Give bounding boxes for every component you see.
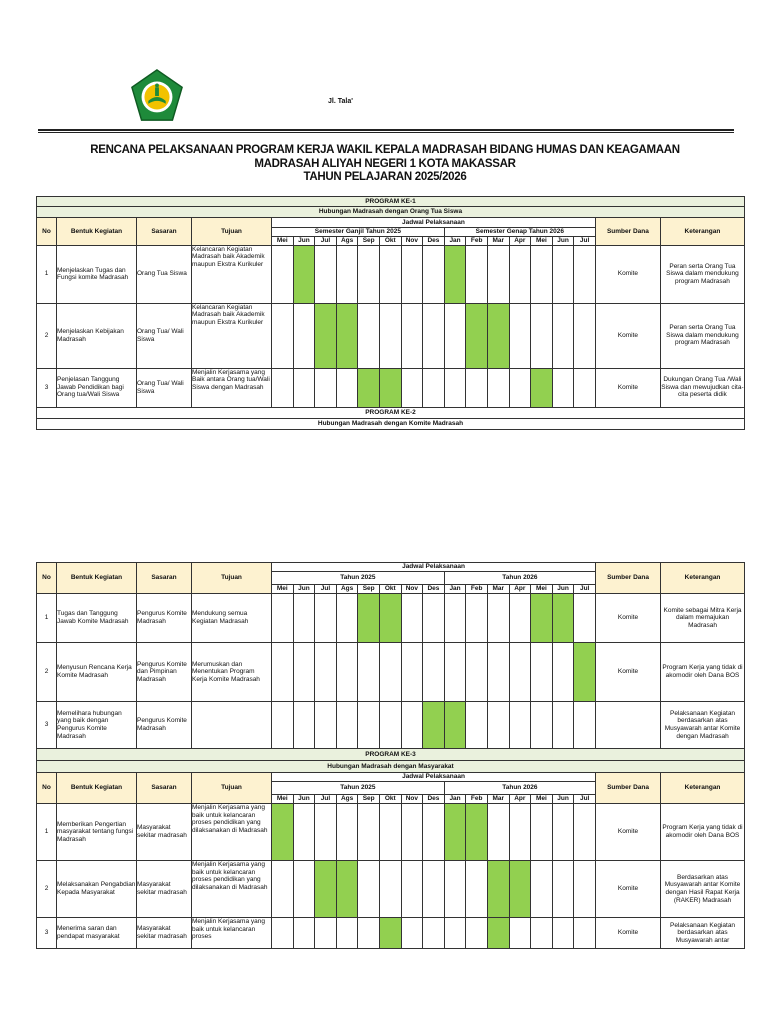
month-header: Nov	[401, 237, 423, 246]
schedule-cell	[272, 861, 294, 918]
schedule-cell	[293, 702, 315, 749]
col-keterangan: Keterangan	[660, 218, 744, 246]
table-row	[37, 594, 745, 643]
month-header: Mar	[487, 795, 509, 804]
schedule-cell	[315, 804, 337, 861]
schedule-cell	[423, 804, 445, 861]
schedule-cell-active	[509, 861, 531, 918]
col-tujuan: Tujuan	[192, 773, 272, 804]
schedule-cell	[574, 918, 596, 949]
row-sasaran: Orang Tua Siswa	[137, 245, 192, 303]
schedule-cell	[574, 368, 596, 407]
schedule-cell	[423, 245, 445, 303]
row-tujuan: Menjalin Kerjasama yang baik untuk kelancaran proses pendidikan yang dilaksanakan di Madrasah	[192, 861, 272, 918]
schedule-cell	[531, 918, 553, 949]
month-header: Jun	[552, 795, 574, 804]
row-sumber-dana	[596, 702, 661, 749]
schedule-cell-active	[487, 918, 509, 949]
row-keterangan: Program Kerja yang tidak di akomodir oleh Dana BOS	[661, 804, 745, 861]
month-header: Jan	[444, 237, 466, 246]
schedule-cell	[315, 245, 337, 303]
schedule-cell	[423, 861, 445, 918]
schedule-cell	[509, 804, 531, 861]
schedule-cell	[552, 702, 574, 749]
month-header: Apr	[509, 795, 531, 804]
schedule-cell	[466, 918, 488, 949]
schedule-cell	[272, 918, 294, 949]
schedule-cell	[272, 594, 294, 643]
row-number: 3	[37, 702, 57, 749]
month-header: Sep	[358, 585, 380, 594]
month-header: Des	[423, 585, 445, 594]
row-keterangan: Peran serta Orang Tua Siswa dalam mendukung program Madrasah	[660, 303, 744, 368]
month-header: Feb	[466, 585, 488, 594]
col-no: No	[37, 218, 57, 246]
schedule-cell	[509, 245, 531, 303]
row-tujuan: Menjalin Kerjasama yang Baik antara Orang tua/Wali Siswa dengan Madrasah	[192, 368, 272, 407]
schedule-cell	[379, 245, 401, 303]
schedule-cell	[574, 702, 596, 749]
schedule-cell	[531, 702, 553, 749]
schedule-cell-active	[552, 594, 574, 643]
month-header: Sep	[358, 237, 380, 246]
program-subtitle: Hubungan Madrasah dengan Masyarakat	[37, 761, 745, 773]
row-kegiatan: Menyusun Rencana Kerja Komite Madrasah	[57, 643, 137, 702]
row-tujuan: Kelancaran Kegiatan Madrasah baik Akademik maupun Ekstra Kurikuler	[192, 303, 272, 368]
schedule-cell	[509, 594, 531, 643]
row-sumber-dana: Komite	[596, 804, 661, 861]
col-keterangan: Keterangan	[661, 563, 745, 594]
schedule-cell-active	[272, 804, 294, 861]
schedule-cell	[574, 594, 596, 643]
schedule-cell	[574, 804, 596, 861]
schedule-cell	[336, 245, 358, 303]
schedule-cell	[487, 643, 509, 702]
row-keterangan: Komite sebagai Mitra Kerja dalam memajukan Madrasah	[661, 594, 745, 643]
month-header: Feb	[466, 237, 488, 246]
row-kegiatan: Tugas dan Tanggung Jawab Komite Madrasah	[57, 594, 137, 643]
letterhead-rule	[38, 129, 734, 131]
table-row	[37, 303, 745, 368]
schedule-cell	[272, 303, 294, 368]
row-keterangan: Peran serta Orang Tua Siswa dalam mendukung program Madrasah	[660, 245, 744, 303]
month-header: Des	[423, 795, 445, 804]
schedule-cell	[552, 643, 574, 702]
row-sumber-dana: Komite	[595, 303, 660, 368]
schedule-cell	[293, 643, 315, 702]
schedule-cell	[401, 245, 423, 303]
month-header: Mei	[531, 795, 553, 804]
month-header: Apr	[509, 237, 531, 246]
month-header: Jan	[444, 795, 466, 804]
month-header: Feb	[466, 795, 488, 804]
schedule-cell	[466, 861, 488, 918]
schedule-cell	[379, 804, 401, 861]
row-kegiatan: Menerima saran dan pendapat masyarakat	[57, 918, 137, 949]
col-kegiatan: Bentuk Kegiatan	[57, 563, 137, 594]
row-keterangan: Pelaksanaan Kegiatan berdasarkan atas Musyawarah antar Komite dengan Madrasah	[661, 702, 745, 749]
schedule-cell	[293, 861, 315, 918]
schedule-cell-active	[358, 594, 380, 643]
schedule-cell	[401, 861, 423, 918]
row-number: 1	[37, 804, 57, 861]
schedule-cell	[466, 368, 488, 407]
schedule-cell-active	[444, 804, 466, 861]
schedule-cell	[401, 804, 423, 861]
schedule-cell	[272, 245, 294, 303]
schedule-cell	[315, 702, 337, 749]
schedule-cell	[272, 368, 294, 407]
schedule-cell	[336, 702, 358, 749]
schedule-cell	[358, 804, 380, 861]
row-keterangan: Dukungan Orang Tua /Wali Siswa dan mewujudkan cita-cita peserta didik	[660, 368, 744, 407]
month-header: Mei	[531, 585, 553, 594]
month-header: Okt	[379, 795, 401, 804]
schedule-cell	[423, 594, 445, 643]
schedule-cell	[293, 918, 315, 949]
month-header: Ags	[336, 795, 358, 804]
row-tujuan	[192, 702, 272, 749]
schedule-cell	[552, 245, 574, 303]
madrasah-logo	[128, 68, 186, 124]
month-header: Okt	[379, 585, 401, 594]
schedule-cell	[509, 702, 531, 749]
col-sumber-dana: Sumber Dana	[596, 773, 661, 804]
row-sasaran: Pengurus Komite dan Pimpinan Madrasah	[137, 643, 192, 702]
schedule-cell	[552, 918, 574, 949]
month-header: Jul	[574, 585, 596, 594]
letterhead-rule-thin	[38, 132, 734, 133]
schedule-cell	[315, 918, 337, 949]
col-jadwal: Jadwal Pelaksanaan	[272, 773, 596, 782]
schedule-cell	[379, 643, 401, 702]
row-tujuan: Menjalin Kerjasama yang baik untuk kelancaran proses pendidikan yang dilaksanakan di Madrasah	[192, 804, 272, 861]
schedule-cell	[336, 804, 358, 861]
schedule-cell	[466, 594, 488, 643]
schedule-cell-active	[379, 368, 401, 407]
row-tujuan: Menjalin Kerjasama yang baik untuk kelancaran proses	[192, 918, 272, 949]
row-kegiatan: Menjelaskan Kebijakan Madrasah	[57, 303, 137, 368]
month-header: Jun	[293, 237, 315, 246]
document-title	[40, 144, 730, 185]
row-tujuan: Merumuskan dan Menentukan Program Kerja Komite Madrasah	[192, 643, 272, 702]
month-header: Jul	[315, 237, 337, 246]
month-header: Mei	[531, 237, 553, 246]
table-row	[37, 643, 745, 702]
row-kegiatan: Memelihara hubungan yang baik dengan Pengurus Komite Madrasah	[57, 702, 137, 749]
schedule-cell	[423, 918, 445, 949]
schedule-cell	[509, 643, 531, 702]
schedule-cell-active	[336, 861, 358, 918]
table-row	[37, 804, 745, 861]
schedule-cell	[466, 245, 488, 303]
row-sasaran: Masyarakat sekitar madrasah	[137, 861, 192, 918]
row-sasaran: Masyarakat sekitar madrasah	[137, 918, 192, 949]
schedule-cell	[552, 804, 574, 861]
schedule-cell	[336, 594, 358, 643]
schedule-cell-active	[379, 594, 401, 643]
address-text: Jl. Tala'	[328, 98, 353, 105]
schedule-cell	[574, 861, 596, 918]
schedule-cell	[487, 368, 509, 407]
schedule-cell	[531, 861, 553, 918]
col-no: No	[37, 563, 57, 594]
row-kegiatan: Memberikan Pengertian masyarakat tentang fungsi Madrasah	[57, 804, 137, 861]
schedule-cell	[487, 804, 509, 861]
schedule-cell-active	[379, 918, 401, 949]
month-header: Mei	[272, 237, 294, 246]
schedule-cell	[315, 594, 337, 643]
semester-1-header: Tahun 2025	[272, 782, 445, 795]
row-keterangan: Program Kerja yang tidak di akomodir oleh Dana BOS	[661, 643, 745, 702]
schedule-cell	[423, 368, 445, 407]
month-header: Des	[423, 237, 445, 246]
program-label: PROGRAM KE-2	[37, 407, 745, 418]
month-header: Jul	[315, 585, 337, 594]
row-number: 2	[37, 861, 57, 918]
month-header: Sep	[358, 795, 380, 804]
col-kegiatan: Bentuk Kegiatan	[57, 773, 137, 804]
program-subtitle: Hubungan Madrasah dengan Orang Tua Siswa	[37, 207, 745, 218]
schedule-cell-active	[466, 804, 488, 861]
schedule-table-1	[36, 196, 745, 430]
schedule-cell	[401, 702, 423, 749]
col-no: No	[37, 773, 57, 804]
schedule-cell	[336, 368, 358, 407]
schedule-cell	[272, 643, 294, 702]
schedule-cell-active	[487, 303, 509, 368]
col-kegiatan: Bentuk Kegiatan	[57, 218, 137, 246]
schedule-cell	[358, 643, 380, 702]
schedule-cell-active	[444, 702, 466, 749]
month-header: Jun	[293, 795, 315, 804]
schedule-cell	[401, 368, 423, 407]
schedule-cell-active	[315, 303, 337, 368]
month-header: Ags	[336, 237, 358, 246]
schedule-cell-active	[466, 303, 488, 368]
schedule-cell	[531, 804, 553, 861]
schedule-cell	[293, 594, 315, 643]
schedule-cell	[315, 643, 337, 702]
row-keterangan: Pelaksanaan Kegiatan berdasarkan atas Musyawarah antar	[661, 918, 745, 949]
schedule-table-2	[36, 562, 745, 949]
schedule-cell	[293, 804, 315, 861]
schedule-cell-active	[423, 702, 445, 749]
col-tujuan: Tujuan	[192, 563, 272, 594]
title-line-3: TAHUN PELAJARAN 2025/2026	[303, 171, 467, 183]
table-row	[37, 861, 745, 918]
table-row	[37, 245, 745, 303]
table-row	[37, 702, 745, 749]
schedule-cell	[552, 861, 574, 918]
schedule-cell	[466, 702, 488, 749]
month-header: Jul	[315, 795, 337, 804]
schedule-cell	[358, 245, 380, 303]
month-header: Mar	[487, 585, 509, 594]
program-label: PROGRAM KE-1	[37, 197, 745, 207]
schedule-cell-active	[574, 643, 596, 702]
schedule-cell	[509, 368, 531, 407]
row-sasaran: Pengurus Komite Madrasah	[137, 594, 192, 643]
schedule-cell	[336, 918, 358, 949]
col-sumber-dana: Sumber Dana	[595, 218, 660, 246]
schedule-cell	[552, 368, 574, 407]
schedule-cell-active	[315, 861, 337, 918]
schedule-cell-active	[293, 245, 315, 303]
row-kegiatan: Melaksanakan Pengabdian Kepada Masyarakat	[57, 861, 137, 918]
row-sasaran: Masyarakat sekitar madrasah	[137, 804, 192, 861]
schedule-cell	[379, 702, 401, 749]
row-tujuan: Mendukung semua Kegiatan Madrasah	[192, 594, 272, 643]
semester-2-header: Tahun 2026	[444, 572, 595, 585]
schedule-cell	[574, 303, 596, 368]
schedule-cell	[444, 303, 466, 368]
col-sumber-dana: Sumber Dana	[596, 563, 661, 594]
schedule-cell-active	[336, 303, 358, 368]
schedule-cell	[444, 643, 466, 702]
row-kegiatan: Penjelasan Tanggung Jawab Pendidikan bagi Orang tua/Wali Siswa	[57, 368, 137, 407]
schedule-cell-active	[444, 245, 466, 303]
schedule-cell	[315, 368, 337, 407]
row-number: 3	[37, 368, 57, 407]
month-header: Mei	[272, 795, 294, 804]
schedule-cell	[444, 594, 466, 643]
schedule-cell	[531, 245, 553, 303]
schedule-cell	[401, 303, 423, 368]
row-number: 1	[37, 594, 57, 643]
month-header: Okt	[379, 237, 401, 246]
schedule-cell-active	[531, 368, 553, 407]
row-number: 3	[37, 918, 57, 949]
row-sumber-dana: Komite	[595, 245, 660, 303]
month-header: Nov	[401, 585, 423, 594]
row-sasaran: Pengurus Komite Madrasah	[137, 702, 192, 749]
row-sumber-dana: Komite	[596, 918, 661, 949]
col-sasaran: Sasaran	[137, 773, 192, 804]
semester-1-header: Tahun 2025	[272, 572, 445, 585]
row-sasaran: Orang Tua/ Wali Siswa	[137, 368, 192, 407]
month-header: Apr	[509, 585, 531, 594]
schedule-cell	[509, 918, 531, 949]
table-row	[37, 368, 745, 407]
schedule-cell-active	[358, 368, 380, 407]
month-header: Nov	[401, 795, 423, 804]
col-jadwal: Jadwal Pelaksanaan	[272, 563, 596, 572]
row-sumber-dana: Komite	[595, 368, 660, 407]
schedule-cell	[487, 594, 509, 643]
row-number: 1	[37, 245, 57, 303]
month-header: Ags	[336, 585, 358, 594]
month-header: Jul	[574, 795, 596, 804]
month-header: Jul	[574, 237, 596, 246]
schedule-cell	[401, 643, 423, 702]
month-header: Jun	[552, 585, 574, 594]
semester-1-header: Semester Ganjil Tahun 2025	[272, 228, 445, 237]
col-sasaran: Sasaran	[137, 563, 192, 594]
col-keterangan: Keterangan	[661, 773, 745, 804]
schedule-cell	[358, 918, 380, 949]
schedule-cell	[509, 303, 531, 368]
schedule-cell	[444, 368, 466, 407]
schedule-cell	[423, 303, 445, 368]
schedule-cell	[358, 702, 380, 749]
month-header: Mei	[272, 585, 294, 594]
row-kegiatan: Menjelaskan Tugas dan Fungsi komite Madrasah	[57, 245, 137, 303]
schedule-cell	[466, 643, 488, 702]
col-jadwal: Jadwal Pelaksanaan	[272, 218, 596, 228]
schedule-cell	[293, 368, 315, 407]
schedule-cell	[423, 643, 445, 702]
schedule-cell	[444, 918, 466, 949]
month-header: Mar	[487, 237, 509, 246]
program-label: PROGRAM KE-3	[37, 749, 745, 761]
month-header: Jan	[444, 585, 466, 594]
schedule-cell	[487, 245, 509, 303]
semester-2-header: Semester Genap Tahun 2026	[444, 228, 595, 237]
row-sasaran: Orang Tua/ Wali Siswa	[137, 303, 192, 368]
schedule-cell	[272, 702, 294, 749]
program-subtitle: Hubungan Madrasah dengan Komite Madrasah	[37, 418, 745, 429]
schedule-cell	[401, 594, 423, 643]
title-line-1: RENCANA PELAKSANAAN PROGRAM KERJA WAKIL KEPALA MADRASAH BIDANG HUMAS DAN KEAGAMAAN	[90, 144, 680, 156]
month-header: Jun	[552, 237, 574, 246]
row-keterangan: Berdasarkan atas Musyawarah antar Komite dengan Hasil Rapat Kerja (RAKER) Madrasah	[661, 861, 745, 918]
row-number: 2	[37, 643, 57, 702]
schedule-cell	[531, 303, 553, 368]
schedule-cell	[358, 303, 380, 368]
schedule-cell-active	[487, 861, 509, 918]
schedule-cell	[552, 303, 574, 368]
schedule-cell	[487, 702, 509, 749]
col-tujuan: Tujuan	[192, 218, 272, 246]
semester-2-header: Tahun 2026	[444, 782, 595, 795]
row-sumber-dana: Komite	[596, 861, 661, 918]
schedule-cell	[444, 861, 466, 918]
row-sumber-dana: Komite	[596, 594, 661, 643]
row-tujuan: Kelancaran Kegiatan Madrasah baik Akademik maupun Ekstra Kurikuler	[192, 245, 272, 303]
month-header: Jun	[293, 585, 315, 594]
table-row	[37, 918, 745, 949]
schedule-cell	[379, 861, 401, 918]
schedule-cell	[336, 643, 358, 702]
schedule-cell-active	[531, 594, 553, 643]
schedule-cell	[293, 303, 315, 368]
row-number: 2	[37, 303, 57, 368]
title-line-2: MADRASAH ALIYAH NEGERI 1 KOTA MAKASSAR	[254, 157, 516, 170]
schedule-cell	[358, 861, 380, 918]
schedule-cell	[531, 643, 553, 702]
schedule-cell	[379, 303, 401, 368]
schedule-cell	[574, 245, 596, 303]
col-sasaran: Sasaran	[137, 218, 192, 246]
schedule-cell	[401, 918, 423, 949]
row-sumber-dana: Komite	[596, 643, 661, 702]
